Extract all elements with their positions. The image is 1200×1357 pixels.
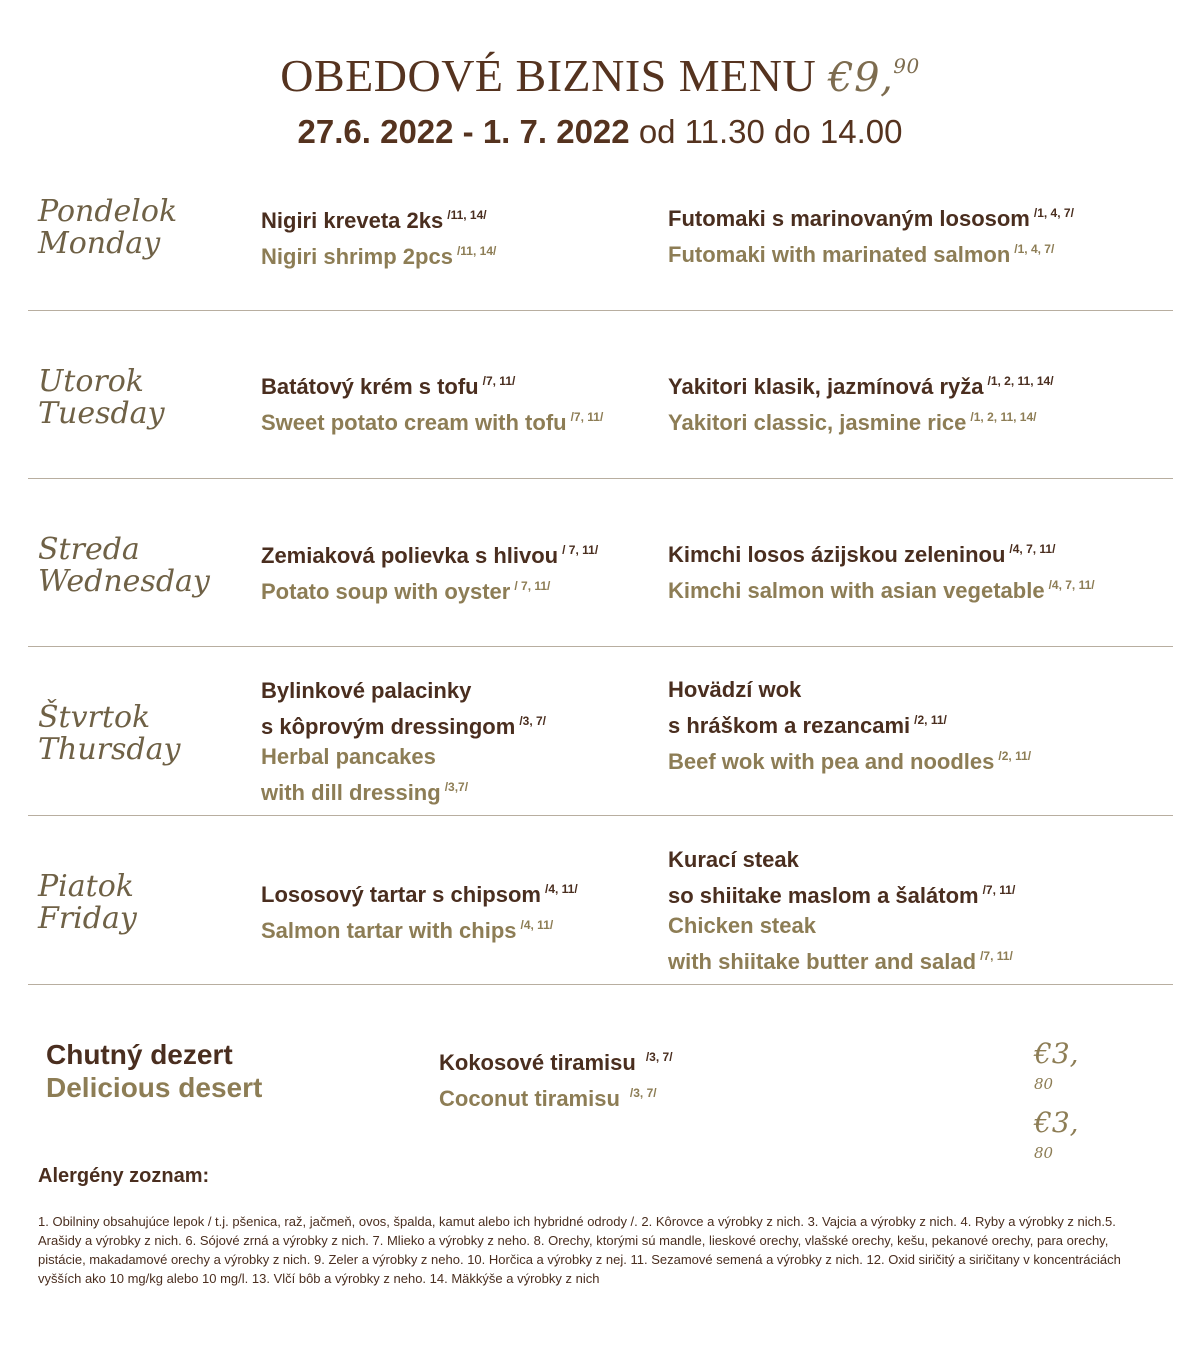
- menu-price: €9,90: [828, 54, 920, 101]
- dessert-dish: Kokosové tiramisu $^{/3, 7/}$ Coconut tiramisu $^{/3, 7/}$: [439, 1050, 673, 1111]
- allergen-list-text: 1. Obilniny obsahujúce lepok / t.j. pšenica, raž, jačmeň, ovos, špalda, kamut alebo ich hybridné odrody /. 2. Kôrovce a výrobky z nich. 3. Vajcia a výrobky z nich. 4. Ryby a výrobky z nich.5. Arašidy a výrobky z nich. 6. Sójové zrná a výrobky z nich. 7. Mlieko a výrobky z neho. 8. Orechy, ktorými sú mandle, lieskové orechy, vlašské orechy, kešu, pekanové orechy, para orechy, pistácie, makadamové orechy a výrobky z nich. 9. Zeler a výrobky z neho. 10. Horčica a výrobky z nej. 11. Sezamové semená a výrobky z nich. 12. Oxid siričitý a siričitany v koncentráciách vyšších ako 10 mg/kg alebo 10 mg/l. 13. Vlčí bôb a výrobky z neho. 14. Mäkkýše a výrobky z nich: [38, 1214, 1121, 1286]
- day-row-wednesday: [28, 479, 1173, 647]
- day-name: Pondelok Monday: [38, 194, 178, 261]
- dish-2: Futomaki s marinovaným lososom $^{/1, 4, 7/}$ Futomaki with marinated salmon $^{/1, 4, 7/}$: [668, 206, 1074, 267]
- dish-1: Zemiaková polievka s hlivou $^{/ 7, 11/}$ Potato soup with oyster $^{/ 7, 11/}$: [261, 543, 599, 604]
- time-range: od 11.30 do 14.00: [638, 113, 903, 150]
- menu-title: [0, 38, 1200, 106]
- menu-header: [0, 38, 1200, 152]
- date-range: 27.6. 2022 - 1. 7. 2022: [297, 113, 630, 150]
- dish-1: Bylinkové palacinky s kôprovým dressingom $^{/3, 7/}$ Herbal pancakes with dill dressing $^{/3,7/}$: [261, 678, 546, 805]
- dish-1: Lososový tartar s chipsom $^{/4, 11/}$ Salmon tartar with chips $^{/4, 11/}$: [261, 882, 578, 943]
- dish-1: Batátový krém s tofu $^{/7, 11/}$ Sweet potato cream with tofu $^{/7, 11/}$: [261, 374, 604, 435]
- day-row-monday: [28, 170, 1173, 311]
- dessert-price: €3, $^{80}$ €3, $^{80}$: [1034, 1037, 1079, 1162]
- day-name: Utorok Tuesday: [38, 364, 165, 431]
- dish-2: Kimchi losos ázijskou zeleninou $^{/4, 7, 11/}$ Kimchi salmon with asian vegetable $^{/4, 7, 11/}$: [668, 542, 1095, 603]
- dessert-label: Chutný dezert Delicious desert: [46, 1039, 263, 1103]
- dish-2: Kurací steak so shiitake maslom a šalátom $^{/7, 11/}$ Chicken steak with shiitake butter and salad $^{/7, 11/}$: [668, 847, 1016, 974]
- day-name: Streda Wednesday: [38, 532, 210, 599]
- title-text: OBEDOVÉ BIZNIS MENU: [280, 50, 817, 101]
- day-row-tuesday: [28, 311, 1173, 479]
- day-row-friday: [28, 816, 1173, 985]
- dish-2: Hovädzí wok s hráškom a rezancami $^{/2, 11/}$ Beef wok with pea and noodles $^{/2, 11/}$: [668, 677, 1032, 774]
- date-time-line: [0, 112, 1200, 152]
- dish-2: Yakitori klasik, jazmínová ryža $^{/1, 2, 11, 14/}$ Yakitori classic, jasmine rice $^{/1, 2, 11, 14/}$: [668, 374, 1054, 435]
- day-name: Piatok Friday: [38, 869, 137, 936]
- dish-1: Nigiri kreveta 2ks $^{/11, 14/}$ Nigiri shrimp 2pcs $^{/11, 14/}$: [261, 208, 497, 269]
- day-row-thursday: [28, 647, 1173, 816]
- day-name: Štvrtok Thursday: [38, 700, 181, 767]
- allergen-list-title: Alergény zoznam:: [38, 1165, 210, 1187]
